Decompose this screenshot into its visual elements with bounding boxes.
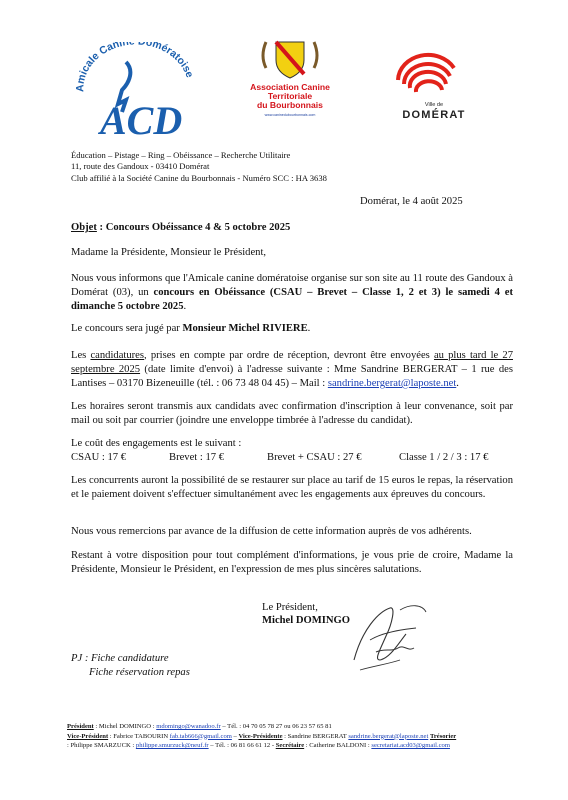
p1-bold: concours en Obéissance (CSAU – Brevet – Classe 1, 2 et 3) le samedi 4 et dimanche 5 octobre 2025 (71, 287, 513, 312)
footer-president: : Michel DOMINGO : (93, 723, 157, 730)
fee-classe: Classe 1 / 2 / 3 : 17 € (399, 452, 489, 463)
fees-row (71, 451, 513, 465)
logo-center-line2: Territoriale (267, 91, 313, 101)
p3-deadline: au plus tard le 27 septembre 2025 (71, 350, 513, 375)
association-canine-logo (238, 38, 342, 124)
footer-secretary-email[interactable]: secretariat.acd03@gmail.com (371, 742, 450, 749)
footer-vp2-label: Vice-Présidente (238, 732, 283, 740)
salutation: Madame la Présidente, Monsieur le Président, (71, 247, 267, 258)
p1-end: . (183, 301, 187, 312)
attachment-2: Fiche réservation repas (89, 667, 190, 678)
footer-vp1: : Fabrice TABOURIN (108, 732, 170, 740)
footer-vp2: : Sandrine BERGERAT (282, 732, 349, 740)
judge-name: Monsieur Michel RIVIERE (182, 323, 308, 334)
footer-president-email[interactable]: mdomingo@wanadoo.fr (156, 723, 221, 730)
logo-center-url: www.caninedubourbonnais.com (264, 113, 316, 117)
p3-e: (date limite d'envoi) à l'adresse suivante : Mme Sandrine BERGERAT – 1 rue des Lantises – 03170 Bizeneuille (tél. : 06 73 48 04 45) – Mail : (71, 364, 513, 389)
ville-domerat-logo (384, 48, 474, 122)
p3-end: . (456, 378, 459, 389)
letter-date: Domérat, le 4 août 2025 (360, 196, 463, 207)
footer-line3 (67, 741, 507, 751)
fee-csau: CSAU : 17 € (71, 452, 127, 463)
p1-text: Nous vous informons que l'Amicale canine domératoise organise sur son site au 11 route des Gandoux à Domérat (03), un (71, 273, 513, 298)
p3-candidatures: candidatures (90, 350, 145, 361)
p2-end: . (307, 323, 311, 334)
paragraph-thanks: Nous vous remercions par avance de la diffusion de cette information auprès de vos adhérents. (71, 526, 472, 537)
paragraph-meals: Les concurrents auront la possibilité de se restaurer sur place au tarif de 15 euros le repas, la réservation et le paiement doivent s'effectuer simultanément avec les engagements aux épreuves du concours. (71, 475, 513, 500)
logo-center-line3: du Bourbonnais (257, 100, 323, 110)
p3-c: , prises en compte par ordre de réception, devront être envoyées (144, 350, 434, 361)
paragraph-fees (71, 437, 513, 465)
header-line3: Club affilié à la Société Canine du Bourbonnais - Numéro SCC : HA 3638 (71, 172, 327, 183)
svg-text:Amicale Canine Domératoise (74, 42, 195, 92)
p2-text: Le concours sera jugé par (71, 323, 183, 334)
footer-vp1-label: Vice-Président (67, 732, 109, 740)
signature-title: Le Président, (262, 602, 318, 613)
paragraph-applications (71, 349, 513, 391)
footer-line1 (67, 722, 507, 732)
footer-sep: – (231, 732, 239, 740)
footer-president-label: Président (67, 723, 94, 730)
fees-intro: Le coût des engagements est le suivant : (71, 438, 242, 449)
fee-brevet-csau: Brevet + CSAU : 27 € (267, 452, 362, 463)
logo-left-arc-text: Amicale Canin omératoise (74, 42, 196, 93)
logo-right-name: DOMÉRAT (402, 109, 466, 121)
attachments-block (71, 652, 190, 680)
footer-contacts (67, 722, 507, 751)
logo-center-line1: Association Canine (250, 82, 330, 92)
signature-block (262, 601, 350, 627)
footer-line2 (67, 732, 507, 742)
paragraph-closing: Restant à votre disposition pour tout complément d'informations, je vous prie de croire, Madame la Présidente, Monsieur le Président, en l'expression de mes plus sincères salutations. (71, 550, 513, 575)
header-line2: 11, route des Gandoux - 03410 Domérat (71, 161, 210, 172)
fee-brevet: Brevet : 17 € (169, 452, 225, 463)
footer-treasurer-email[interactable]: philippe.smurzuck@neuf.fr (135, 742, 209, 749)
p3-a: Les (71, 350, 91, 361)
footer-vp1-email[interactable]: fab.tab666@gmail.com (169, 732, 232, 740)
header-line1: Éducation – Pistage – Ring – Obéissance – Recherche Utilitaire (71, 150, 291, 160)
footer-treasurer-label: Trésorier (429, 732, 457, 740)
subject-label: Objet (71, 222, 97, 233)
footer-secretary: : Catherine BALDONI : (304, 742, 372, 749)
paragraph-announcement (71, 272, 513, 314)
footer-vp2-email[interactable]: sandrine.bergerat@laposte.net (348, 732, 429, 740)
footer-treasurer: : Philippe SMARZUCK : (67, 742, 136, 749)
attachment-1: PJ : Fiche candidature (71, 653, 169, 664)
logo-left-letters: ACD (100, 98, 183, 142)
footer-treasurer-tel: – Tél. : 06 81 66 61 12 - (208, 742, 276, 749)
paragraph-judge (71, 322, 513, 336)
signature-name: Michel DOMINGO (262, 615, 350, 626)
header-block (71, 150, 327, 184)
handwritten-signature (340, 590, 432, 682)
logo-right-small: Ville de (424, 102, 444, 108)
subject-text: : Concours Obéissance 4 & 5 octobre 2025 (96, 222, 291, 233)
footer-secretary-label: Secrétaire (275, 742, 305, 749)
contact-email-link[interactable]: sandrine.bergerat@laposte.net (327, 378, 457, 389)
amicale-canine-logo (74, 42, 196, 142)
paragraph-schedule: Les horaires seront transmis aux candidats avec confirmation d'inscription à leur convenance, soit par mail ou soit par courrier (joindre une enveloppe timbrée à l'adresse du candidat). (71, 401, 513, 426)
footer-president-tel: – Tél. : 04 70 05 78 27 ou 06 23 57 65 81 (220, 723, 332, 730)
letter-subject (71, 221, 513, 235)
